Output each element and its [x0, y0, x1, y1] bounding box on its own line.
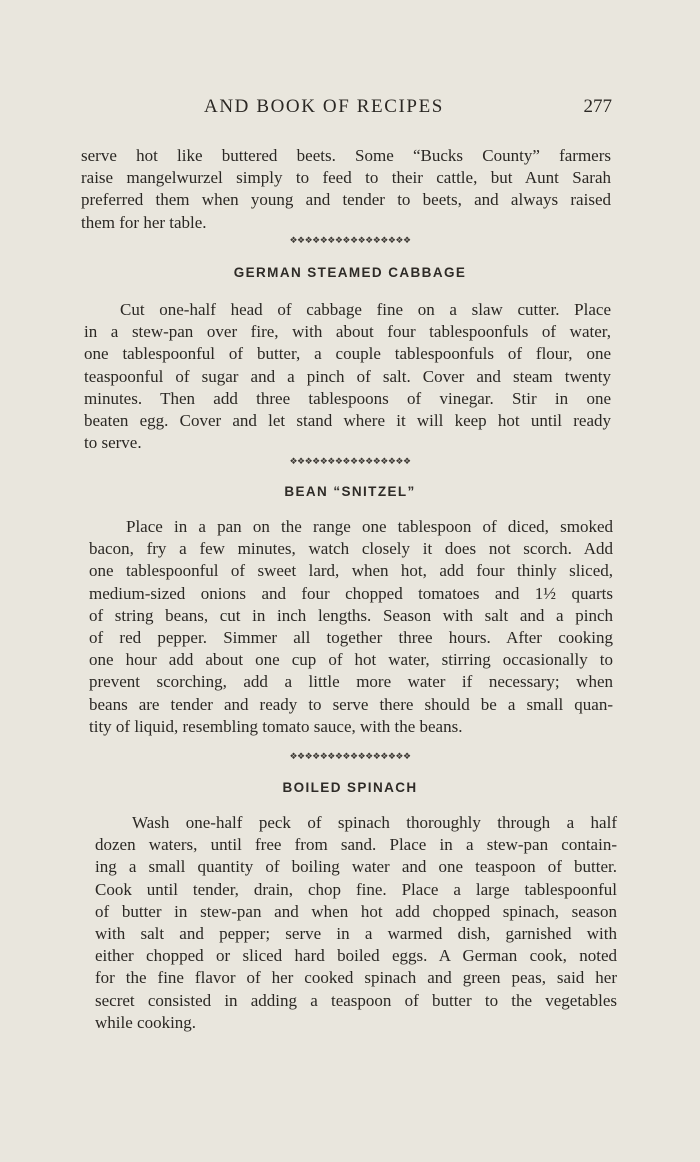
paragraph-line: tity of liquid, resembling tomato sauce, with the beans. [89, 716, 463, 736]
paragraph-line: Cut one-half head of cabbage fine on a slaw cutter. Place [120, 300, 611, 319]
paragraph-line: Place in a pan on the range one tablespoon of diced, smoked [126, 517, 613, 536]
recipe-heading-bean-snitzel: BEAN “SNITZEL” [284, 484, 416, 499]
paragraph-line: them for her table. [81, 212, 207, 232]
paragraph-line: preferred them when young and tender to beets, and always raised [81, 190, 611, 210]
recipe-body-boiled-spinach [95, 812, 617, 1034]
paragraph-line: while cooking. [95, 1012, 197, 1032]
paragraph-line: of red pepper. Simmer all together three hours. After cooking [89, 628, 613, 648]
paragraph-line: minutes. Then add three tablespoons of vinegar. Stir in one [84, 388, 611, 408]
paragraph-line: bacon, fry a few minutes, watch closely it does not scorch. Add [89, 539, 613, 559]
paragraph-line: of butter in stew-pan and when hot add chopped spinach, season [95, 901, 617, 921]
paragraph-line: prevent scorching, add a little more water if necessary; when [89, 672, 613, 692]
paragraph-line: one hour add about one cup of hot water, stirring occasionally to [89, 650, 613, 670]
continuation-paragraph [81, 145, 611, 234]
paragraph-line: with salt and pepper; serve in a warmed dish, garnished with [95, 924, 617, 944]
running-head [82, 96, 612, 124]
paragraph-line: raise mangelwurzel simply to feed to their cattle, but Aunt Sarah [81, 168, 611, 188]
paragraph-line: in a stew-pan over fire, with about four tablespoonfuls of water, [84, 322, 611, 342]
paragraph-line: beans are tender and ready to serve there should be a small quan- [89, 694, 613, 714]
ornamental-divider: ❖❖❖❖❖❖❖❖❖❖❖❖❖❖❖❖ [289, 236, 411, 246]
paragraph-line: for the fine flavor of her cooked spinach and green peas, said her [95, 968, 617, 988]
paragraph-line: ing a small quantity of boiling water and one teaspoon of butter. [95, 857, 617, 877]
page-number: 277 [583, 96, 612, 117]
paragraph-line: one tablespoonful of butter, a couple tablespoonfuls of flour, one [84, 344, 611, 364]
paragraph-line: medium-sized onions and four chopped tomatoes and 1½ quarts [89, 583, 613, 603]
paragraph-line: teaspoonful of sugar and a pinch of salt. Cover and steam twenty [84, 366, 611, 386]
ornamental-divider: ❖❖❖❖❖❖❖❖❖❖❖❖❖❖❖❖ [289, 752, 411, 762]
paragraph-line: either chopped or sliced hard boiled eggs. A German cook, noted [95, 946, 617, 966]
ornamental-divider: ❖❖❖❖❖❖❖❖❖❖❖❖❖❖❖❖ [289, 457, 411, 467]
recipe-body-bean-snitzel [89, 516, 613, 738]
paragraph-line: Wash one-half peck of spinach thoroughly through a half [132, 813, 617, 832]
recipe-body-german-steamed-cabbage [84, 299, 611, 454]
paragraph-line: secret consisted in adding a teaspoon of butter to the vegetables [95, 990, 617, 1010]
paragraph-line: of string beans, cut in inch lengths. Season with salt and a pinch [89, 605, 613, 625]
paragraph-line: Cook until tender, drain, chop fine. Place a large tablespoonful [95, 879, 617, 899]
recipe-heading-german-steamed-cabbage: GERMAN STEAMED CABBAGE [233, 265, 467, 280]
paragraph-line: dozen waters, until free from sand. Place in a stew-pan contain- [95, 835, 617, 855]
recipe-heading-boiled-spinach: BOILED SPINACH [282, 780, 418, 795]
running-head-title: AND BOOK OF RECIPES [204, 96, 444, 117]
paragraph-line: to serve. [84, 433, 142, 453]
paragraph-line: serve hot like buttered beets. Some “Bucks County” farmers [81, 146, 611, 165]
paragraph-line: one tablespoonful of sweet lard, when hot, add four thinly sliced, [89, 561, 613, 581]
paragraph-line: beaten egg. Cover and let stand where it will keep hot until ready [84, 411, 611, 431]
